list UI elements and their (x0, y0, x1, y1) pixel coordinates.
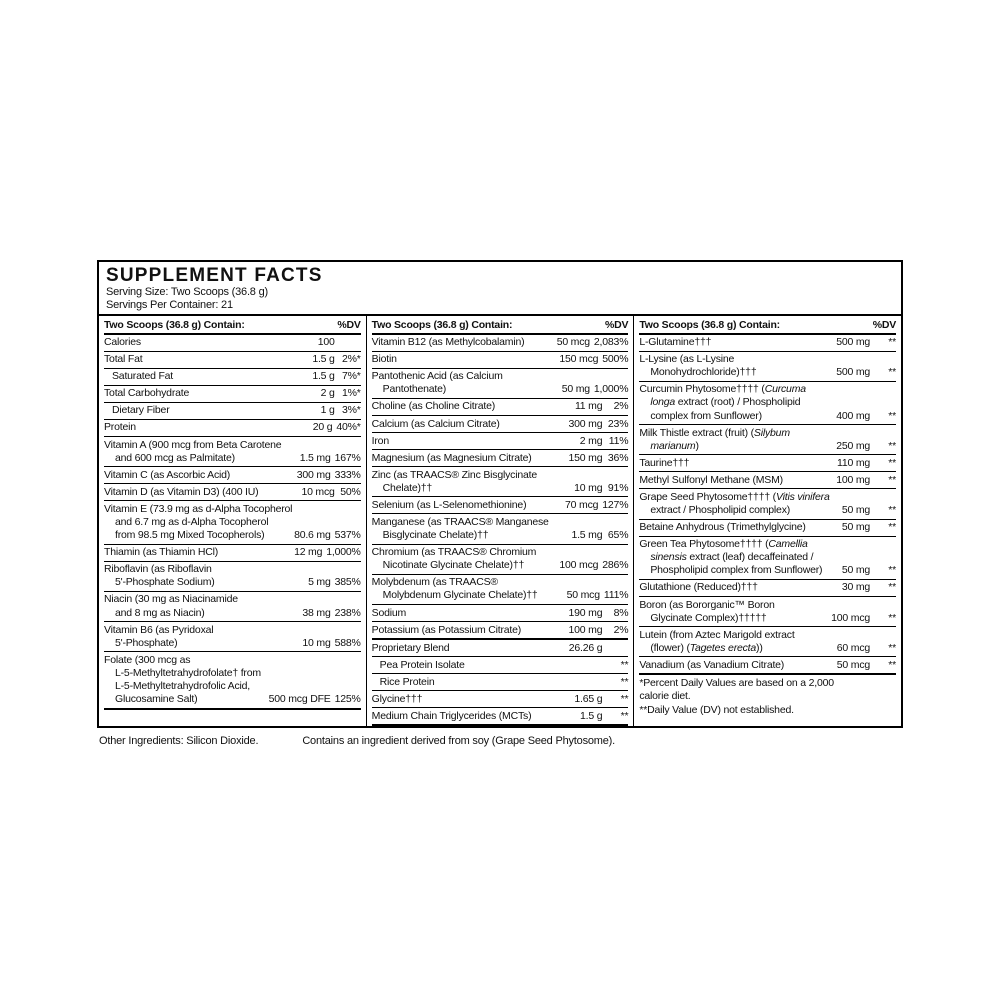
amount-cell: 50 mg (841, 521, 871, 534)
dv-cell: ** (888, 611, 897, 624)
amount-cell: 150 mcg (559, 353, 599, 366)
nutrient-name: Bisglycinate Chelate)†† (382, 529, 489, 542)
dv-cell: ** (888, 641, 897, 654)
nutrient-name: Vitamin C (as Ascorbic Acid) (104, 468, 231, 481)
amount-cell: 100 mg (836, 473, 871, 486)
nutrient-name: sinensis extract (leaf) decaffeinated / (650, 551, 814, 564)
nutrient-name: Total Carbohydrate (104, 387, 190, 400)
amount-cell: 10 mg (574, 481, 603, 494)
nutrient-row (372, 398, 629, 415)
amount-cell: 100 mcg (559, 559, 599, 572)
nutrient-row (372, 432, 629, 449)
nutrient-name: Riboflavin (as Riboflavin (104, 563, 212, 576)
serving-size: Serving Size: Two Scoops (36.8 g) (106, 286, 268, 298)
supplement-facts-title: SUPPLEMENT FACTS (106, 265, 323, 286)
amount-cell: 50 mg (561, 383, 590, 396)
bottom-note (97, 735, 903, 747)
column-header-label: Two Scoops (36.8 g) Contain: (371, 318, 513, 331)
dv-cell: 7%* (342, 370, 361, 383)
nutrient-name: Milk Thistle extract (fruit) (Silybum (639, 426, 790, 439)
label-area (97, 260, 903, 747)
nutrient-name: and 600 mcg as Palmitate) (115, 451, 235, 464)
dv-header: %DV (605, 318, 629, 331)
nutrient-name: Vitamin A (900 mcg from Beta Carotene (104, 438, 282, 451)
nutrient-row (104, 544, 361, 561)
dv-cell: 2% (613, 623, 629, 636)
nutrient-name: Phospholipid complex from Sunflower) (650, 564, 823, 577)
nutrient-row (639, 335, 896, 351)
nutrient-name: 5'-Phosphate) (115, 636, 178, 649)
nutrient-row (639, 454, 896, 471)
dv-cell: 91% (607, 481, 629, 494)
nutrient-name: Vitamin B12 (as Methylcobalamin) (371, 336, 525, 349)
nutrient-row (372, 415, 629, 432)
nutrient-row (104, 351, 361, 368)
nutrient-name: Molybdenum Glycinate Chelate)†† (382, 589, 538, 602)
amount-cell: 1.65 g (574, 692, 603, 705)
nutrient-name: Biotin (371, 353, 397, 366)
amount-cell: 100 mcg (831, 611, 871, 624)
amount-cell: 400 mg (836, 409, 871, 422)
nutrient-name: marianum) (650, 439, 699, 452)
amount-cell: 150 mg (568, 451, 603, 464)
dv-cell: ** (620, 692, 629, 705)
dv-cell: ** (888, 336, 897, 349)
column-header (104, 316, 361, 335)
nutrient-row (372, 368, 629, 398)
nutrient-row (639, 656, 896, 673)
nutrient-row (372, 604, 629, 621)
facts-columns (99, 314, 901, 726)
nutrient-name: L-5-Methyltetrahydrofolic Acid, (115, 679, 251, 692)
amount-cell: 70 mcg (565, 498, 599, 511)
nutrient-name: complex from Sunflower) (650, 409, 762, 422)
nutrient-name: Vanadium (as Vanadium Citrate) (639, 658, 785, 671)
amount-cell: 11 mg (574, 400, 603, 413)
dv-cell: ** (620, 658, 629, 671)
dv-cell: 286% (602, 559, 629, 572)
footnote-line: calorie diet. (639, 690, 691, 703)
nutrient-row (639, 471, 896, 488)
dv-cell: 1,000% (593, 383, 629, 396)
amount-cell: 500 mg (836, 336, 871, 349)
nutrient-row (639, 579, 896, 596)
soy-allergen-note: Contains an ingredient derived from soy (Grape Seed Phytosome). (302, 735, 615, 748)
nutrient-name: Calcium (as Calcium Citrate) (371, 417, 500, 430)
dv-cell: 50% (340, 485, 361, 498)
nutrient-name: Grape Seed Phytosome†††† (Vitis vinifera (639, 490, 830, 503)
amount-cell: 1.5 g (312, 353, 335, 366)
nutrient-name: (flower) (Tagetes erecta)) (650, 641, 763, 654)
amount-cell: 300 mg (296, 468, 331, 481)
column-header (372, 316, 629, 335)
supplement-facts-panel (97, 260, 903, 728)
footnotes (639, 673, 896, 720)
nutrient-name: Iron (371, 434, 389, 447)
nutrient-row (372, 574, 629, 604)
nutrient-row (104, 385, 361, 402)
nutrient-row (104, 335, 361, 351)
amount-cell: 300 mg (568, 417, 603, 430)
dv-cell: 127% (602, 498, 629, 511)
nutrient-row (372, 335, 629, 351)
amount-cell: 50 mg (841, 564, 871, 577)
nutrient-row (104, 402, 361, 419)
dv-cell: 2% (613, 400, 629, 413)
dv-cell: ** (888, 564, 897, 577)
nutrient-row (104, 368, 361, 385)
nutrient-name: Betaine Anhydrous (Trimethylglycine) (639, 521, 806, 534)
nutrient-name: Folate (300 mcg as (104, 653, 191, 666)
amount-cell: 30 mg (841, 581, 871, 594)
nutrient-row (372, 496, 629, 513)
dv-cell: 500% (602, 353, 629, 366)
servings-per-container: Servings Per Container: 21 (106, 298, 233, 311)
nutrient-name: Vitamin B6 (as Pyridoxal (104, 623, 214, 636)
dv-cell: 3%* (342, 404, 361, 417)
nutrient-row (104, 483, 361, 500)
nutrient-row (104, 419, 361, 436)
nutrient-row (372, 449, 629, 466)
nutrient-name: extract / Phospholipid complex) (650, 504, 791, 517)
nutrient-row (372, 544, 629, 574)
dv-cell: 36% (607, 451, 629, 464)
nutrient-name: Potassium (as Potassium Citrate) (371, 623, 522, 636)
amount-cell: 5 mg (308, 576, 331, 589)
nutrient-name: Pea Protein Isolate (379, 658, 465, 671)
dv-cell: 2,083% (593, 336, 629, 349)
amount-cell: 50 mcg (556, 336, 590, 349)
dv-cell: 333% (334, 468, 361, 481)
nutrient-name: Vitamin E (73.9 mg as d-Alpha Tocopherol (104, 502, 293, 515)
dv-cell: 537% (334, 529, 361, 542)
amount-cell: 1.5 g (579, 709, 603, 722)
nutrient-row (372, 621, 629, 638)
amount-cell: 1 g (320, 404, 335, 417)
amount-cell: 80.6 mg (294, 529, 331, 542)
amount-cell: 500 mcg DFE (268, 693, 331, 706)
amount-cell: 38 mg (302, 606, 331, 619)
nutrient-name: Nicotinate Glycinate Chelate)†† (382, 559, 525, 572)
nutrient-name: Saturated Fat (112, 370, 174, 383)
nutrient-name: Magnesium (as Magnesium Citrate) (371, 451, 532, 464)
nutrient-name: 5'-Phosphate Sodium) (115, 576, 215, 589)
nutrient-name: L-Glutamine††† (639, 336, 712, 349)
dv-cell: ** (888, 409, 897, 422)
nutrient-row (639, 381, 896, 424)
nutrient-row (104, 591, 361, 621)
nutrient-name: Zinc (as TRAACS® Zinc Bisglycinate (371, 468, 537, 481)
nutrient-row (639, 596, 896, 626)
dv-cell: ** (888, 456, 897, 469)
dv-cell: ** (888, 504, 897, 517)
amount-cell: 2 g (320, 387, 335, 400)
amount-cell: 1.5 g (312, 370, 335, 383)
nutrient-name: Glycinate Complex)††††† (650, 611, 767, 624)
nutrient-name: Calories (104, 336, 141, 349)
amount-cell: 100 mg (568, 623, 603, 636)
nutrient-name: Green Tea Phytosome†††† (Camellia (639, 538, 808, 551)
amount-cell: 50 mg (841, 504, 871, 517)
dv-cell: 238% (334, 606, 361, 619)
nutrient-name: Monohydrochloride)††† (650, 366, 757, 379)
nutrient-name: Pantothenic Acid (as Calcium (371, 370, 503, 383)
dv-cell: ** (888, 439, 897, 452)
nutrient-name: and 8 mg as Niacin) (115, 606, 205, 619)
nutrient-row (104, 466, 361, 483)
nutrient-name: Selenium (as L-Selenomethionine) (371, 498, 527, 511)
nutrient-name: Dietary Fiber (112, 404, 170, 417)
nutrient-row (104, 651, 361, 709)
column-header (639, 316, 896, 335)
nutrient-name: Medium Chain Triglycerides (MCTs) (371, 709, 532, 722)
amount-cell: 110 mg (836, 456, 871, 469)
dv-cell: 23% (607, 417, 629, 430)
dv-cell: 65% (607, 529, 629, 542)
panel-header (99, 262, 901, 314)
nutrient-row (639, 351, 896, 381)
dv-cell: ** (888, 581, 897, 594)
amount-cell: 10 mcg (301, 485, 335, 498)
nutrient-row (639, 424, 896, 454)
nutrient-name: Methyl Sulfonyl Methane (MSM) (639, 473, 783, 486)
dv-header: %DV (337, 318, 361, 331)
nutrient-name: Thiamin (as Thiamin HCl) (104, 546, 219, 559)
nutrient-name: Vitamin D (as Vitamin D3) (400 IU) (104, 485, 259, 498)
nutrient-row (104, 621, 361, 651)
amount-cell: 50 mcg (566, 589, 600, 602)
nutrient-row (372, 707, 629, 726)
dv-cell: 1%* (342, 387, 361, 400)
nutrient-row (104, 436, 361, 466)
other-ingredients-note: Other Ingredients: Silicon Dioxide. (99, 735, 259, 748)
nutrient-row (639, 536, 896, 579)
nutrient-name: Rice Protein (379, 675, 435, 688)
dv-cell: 588% (334, 636, 361, 649)
dv-cell: 2%* (342, 353, 361, 366)
nutrient-name: Lutein (from Aztec Marigold extract (639, 628, 795, 641)
nutrient-name: and 6.7 mg as d-Alpha Tocopherol (115, 515, 269, 528)
nutrient-row (104, 561, 361, 591)
dv-cell: 385% (334, 576, 361, 589)
amount-cell: 20 g (312, 421, 333, 434)
footnote-line: *Percent Daily Values are based on a 2,000 (639, 677, 834, 690)
dv-cell: 8% (613, 606, 629, 619)
nutrient-name: Chelate)†† (382, 481, 433, 494)
nutrient-name: L-Lysine (as L-Lysine (639, 353, 735, 366)
amount-cell: 500 mg (836, 366, 871, 379)
nutrient-name: Protein (104, 421, 136, 434)
nutrient-row (372, 351, 629, 368)
dv-cell: ** (888, 658, 897, 671)
facts-column-3 (633, 316, 901, 726)
dv-cell: ** (888, 473, 897, 486)
nutrient-row (104, 500, 361, 543)
dv-cell: ** (888, 366, 897, 379)
amount-cell: 50 mcg (836, 658, 871, 671)
dv-cell: 1,000% (326, 546, 361, 559)
nutrient-name: Taurine††† (639, 456, 690, 469)
nutrient-name: from 98.5 mg Mixed Tocopherols) (115, 529, 265, 542)
nutrient-name: Choline (as Choline Citrate) (371, 400, 496, 413)
nutrient-name: Glycine††† (371, 692, 423, 705)
nutrient-name: Glutathione (Reduced)††† (639, 581, 758, 594)
amount-cell: 1.5 mg (299, 451, 331, 464)
nutrient-name: Sodium (371, 606, 407, 619)
nutrient-name: longa extract (root) / Phospholipid (650, 396, 801, 409)
dv-cell: 40%* (336, 421, 361, 434)
nutrient-name: Manganese (as TRAACS® Manganese (371, 515, 549, 528)
column-header-label: Two Scoops (36.8 g) Contain: (104, 318, 245, 331)
nutrient-row (372, 466, 629, 496)
nutrient-row (639, 488, 896, 518)
nutrient-name: L-5-Methyltetrahydrofolate† from (115, 666, 261, 679)
nutrient-row (372, 673, 629, 690)
nutrient-name: Niacin (30 mg as Niacinamide (104, 593, 238, 606)
dv-cell: 111% (603, 589, 629, 602)
dv-cell: 125% (334, 693, 361, 706)
nutrient-name: Curcumin Phytosome†††† (Curcuma (639, 383, 806, 396)
dv-cell: ** (888, 521, 897, 534)
nutrient-row (372, 513, 629, 543)
nutrient-name: Boron (as Bororganic™ Boron (639, 598, 775, 611)
footnote-line: **Daily Value (DV) not established. (639, 703, 794, 716)
facts-column-2 (366, 316, 634, 726)
nutrient-name: Glucosamine Salt) (115, 693, 198, 706)
nutrient-name: Pantothenate) (382, 383, 447, 396)
facts-column-1 (99, 316, 366, 726)
column-header-label: Two Scoops (36.8 g) Contain: (639, 318, 780, 331)
amount-cell: 250 mg (836, 439, 871, 452)
dv-header: %DV (872, 318, 897, 331)
nutrient-name: Total Fat (104, 353, 143, 366)
amount-cell: 10 mg (302, 636, 331, 649)
amount-cell: 2 mg (579, 434, 603, 447)
amount-cell: 190 mg (568, 606, 603, 619)
amount-cell: 12 mg (294, 546, 323, 559)
nutrient-name: Proprietary Blend (371, 641, 450, 654)
nutrient-row (639, 519, 896, 536)
nutrient-name: Molybdenum (as TRAACS® (371, 576, 498, 589)
amount-cell: 60 mcg (836, 641, 871, 654)
amount-cell: 1.5 mg (571, 529, 603, 542)
dv-cell: 11% (608, 434, 629, 447)
nutrient-row (372, 656, 629, 673)
amount-cell: 26.26 g (568, 641, 603, 654)
nutrient-row (372, 690, 629, 707)
nutrient-row (639, 626, 896, 656)
nutrient-name: Chromium (as TRAACS® Chromium (371, 546, 537, 559)
dv-cell: ** (620, 709, 629, 722)
amount-cell: 100 (317, 336, 335, 349)
dv-cell: ** (620, 675, 629, 688)
nutrient-row (372, 638, 629, 656)
dv-cell: 167% (334, 451, 361, 464)
